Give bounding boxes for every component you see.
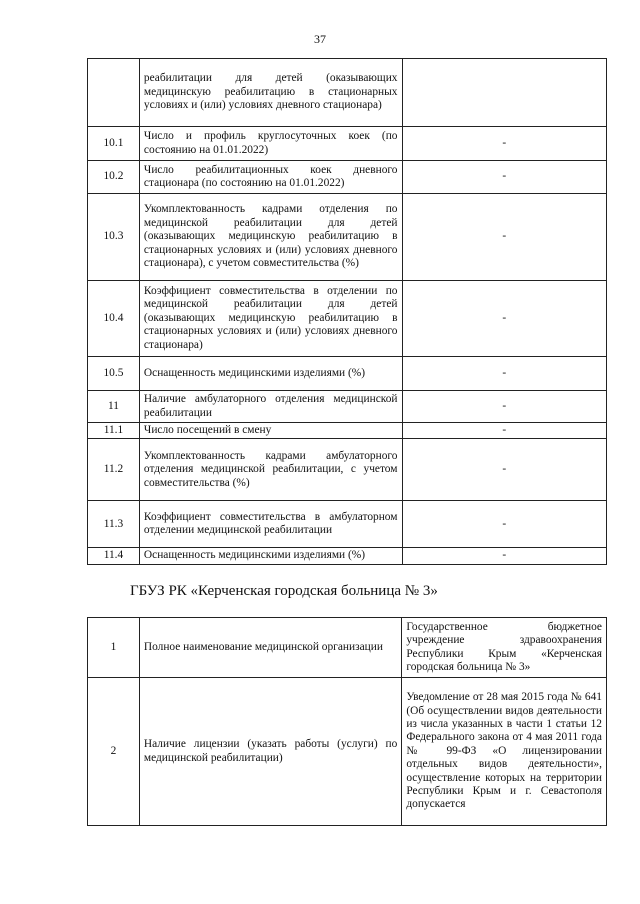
row-number: 11.2 <box>88 439 140 501</box>
row-description: Коэффициент совместительства в отделении по медицинской реабилитации для детей (оказывающих медицинскую реабилитацию в стационарных условиях и (или) условиях дневного стационара) <box>139 281 402 357</box>
row-description: Полное наименование медицинской организации <box>139 618 401 678</box>
row-number: 11.4 <box>88 548 140 564</box>
table-row <box>88 678 607 826</box>
section-heading: ГБУЗ РК «Керченская городская больница № 3» <box>130 583 438 599</box>
row-description: Число реабилитационных коек дневного стационара (по состоянию на 01.01.2022) <box>139 161 402 194</box>
table-row <box>88 501 607 548</box>
table-row <box>88 194 607 281</box>
row-description: Число посещений в смену <box>139 423 402 439</box>
row-value: - <box>402 127 607 161</box>
table-row <box>88 439 607 501</box>
table-row <box>88 357 607 391</box>
row-number: 11.1 <box>88 423 140 439</box>
row-description: Оснащенность медицинскими изделиями (%) <box>139 548 402 564</box>
organization-table <box>87 617 607 826</box>
row-number: 10.1 <box>88 127 140 161</box>
table-row <box>88 281 607 357</box>
row-description: Число и профиль круглосуточных коек (по состоянию на 01.01.2022) <box>139 127 402 161</box>
row-value: - <box>402 194 607 281</box>
row-value: - <box>402 423 607 439</box>
table-row <box>88 391 607 423</box>
row-value <box>402 59 607 127</box>
table-row <box>88 161 607 194</box>
row-number: 10.4 <box>88 281 140 357</box>
row-number: 1 <box>88 618 140 678</box>
table-row <box>88 59 607 127</box>
row-description: Наличие лицензии (указать работы (услуги) по медицинской реабилитации) <box>139 678 401 826</box>
row-number: 11.3 <box>88 501 140 548</box>
table-row <box>88 618 607 678</box>
row-number: 10.2 <box>88 161 140 194</box>
row-number: 10.5 <box>88 357 140 391</box>
row-value: Государственное бюджетное учреждение здравоохранения Республики Крым «Керченская городская больница № 3» <box>402 618 607 678</box>
table-row <box>88 127 607 161</box>
row-value: - <box>402 391 607 423</box>
page-number: 37 <box>314 32 326 46</box>
row-description: Оснащенность медицинскими изделиями (%) <box>139 357 402 391</box>
row-description: реабилитации для детей (оказывающих медицинскую реабилитацию в стационарных условиях и (или) условиях дневного стационара) <box>139 59 402 127</box>
row-number <box>88 59 140 127</box>
row-description: Наличие амбулаторного отделения медицинской реабилитации <box>139 391 402 423</box>
table-row <box>88 548 607 564</box>
row-number: 11 <box>88 391 140 423</box>
row-value: - <box>402 357 607 391</box>
row-description: Коэффициент совместительства в амбулаторном отделении медицинской реабилитации <box>139 501 402 548</box>
row-description: Укомплектованность кадрами амбулаторного отделения медицинской реабилитации, с учетом совместительства (%) <box>139 439 402 501</box>
indicators-table <box>87 58 607 565</box>
row-value: - <box>402 501 607 548</box>
row-value: Уведомление от 28 мая 2015 года № 641 (Об осуществлении видов деятельности из числа указанных в части 1 статьи 12 Федерального закона от 4 мая 2011 года № 99-ФЗ «О лицензировании отдельных видов деятельности», осуществление которых на территории Республики Крым и г. Севастополя допускается <box>402 678 607 826</box>
row-number: 10.3 <box>88 194 140 281</box>
row-value: - <box>402 548 607 564</box>
table-row <box>88 423 607 439</box>
row-value: - <box>402 161 607 194</box>
row-description: Укомплектованность кадрами отделения по медицинской реабилитации для детей (оказывающих медицинскую реабилитацию в стационарных условиях и (или) условиях дневного стационара), с учетом совместительства (%) <box>139 194 402 281</box>
row-value: - <box>402 439 607 501</box>
row-value: - <box>402 281 607 357</box>
row-number: 2 <box>88 678 140 826</box>
